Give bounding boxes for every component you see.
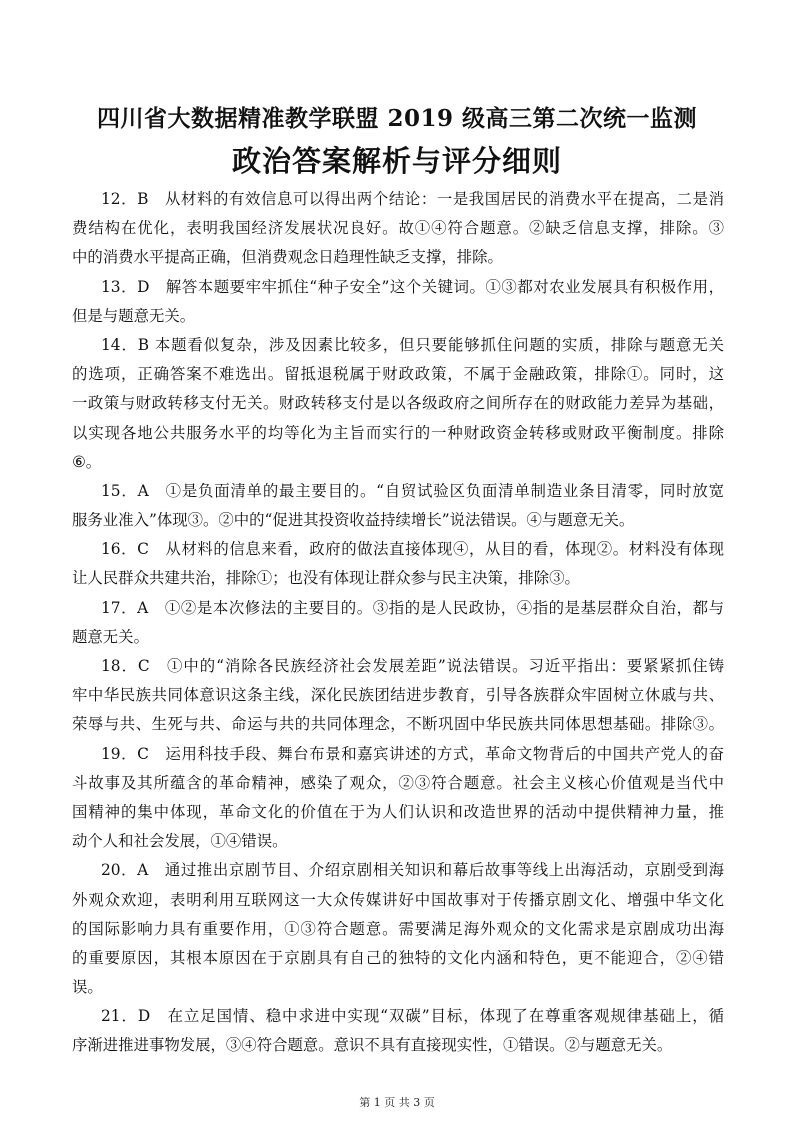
text-line: 12．B 从材料的有效信息可以得出两个结论：一是我国居民的消费水平在提高，二是消	[101, 190, 724, 208]
text-line: 动个人和社会发展，①④错误。	[72, 832, 288, 851]
text-line: 费结构在优化，表明我国经济发展状况良好。故①④符合题意。②缺乏信息支撑，排除。③	[72, 219, 724, 238]
text-line: 15．A ①是负面清单的最主要目的。“自贸试验区负面清单制造业条目清零，同时放宽	[101, 481, 724, 500]
document-subtitle: 政治答案解析与评分细则	[231, 144, 562, 178]
text-line: 16．C 从材料的信息来看，政府的做法直接体现④，从目的看，体现②。材料没有体现	[101, 540, 724, 559]
document-title: 四川省大数据精准教学联盟 2019 级高三第二次统一监测	[96, 105, 698, 132]
text-line: 的国际影响力具有重要作用，①③符合题意。需要满足海外观众的文化需求是京剧成功出海	[72, 919, 724, 938]
text-line: 题意无关。	[72, 627, 149, 646]
text-line: 服务业准入”体现③。②中的“促进其投资收益持续增长”说法错误。④与题意无关。	[72, 511, 635, 530]
answer-body	[72, 185, 724, 1061]
text-line: 斗故事及其所蕴含的革命精神，感染了观众，②③符合题意。社会主义核心价值观是当代中	[72, 773, 724, 792]
text-line: 20．A 通过推出京剧节目、介绍京剧相关知识和幕后故事等线上出海活动，京剧受到海	[101, 861, 724, 880]
text-line: 21．D 在立足国情、稳中求进中实现“双碳”目标，体现了在尊重客观规律基础上，循	[101, 1007, 724, 1026]
text-line: 的重要原因，其根本原因在于京剧具有自己的独特的文化内涵和特色，更不能迎合，②④错	[72, 948, 724, 967]
text-line: 的选项，正确答案不难选出。留抵退税属于财政政策，不属于金融政策，排除①。同时，这	[72, 365, 724, 384]
text-line: 序渐进推进事物发展，③④符合题意。意识不具有直接现实性，①错误。②与题意无关。	[72, 1036, 673, 1055]
text-line: 一政策与财政转移支付无关。财政转移支付是以各级政府之间所存在的财政能力差异为基础，	[72, 394, 724, 413]
text-line: 19．C 运用科技手段、舞台布景和嘉宾讲述的方式，革命文物背后的中国共产党人的奋	[101, 744, 724, 763]
text-line: 13．D 解答本题要牢牢抓住“种子安全”这个关键词。①③都对农业发展具有积极作用，	[101, 277, 724, 296]
text-line: 中的消费水平提高正确，但消费观念日趋理性缺乏支撑，排除。	[72, 248, 503, 267]
text-line: 国精神的集中体现，革命文化的价值在于为人们认识和改造世界的活动中提供精神力量，推	[72, 802, 724, 821]
text-line: 以实现各地公共服务水平的均等化为主旨而实行的一种财政资金转移或财政平衡制度。排除	[72, 423, 724, 442]
text-line: 让人民群众共建共治，排除①；也没有体现让群众参与民主决策，排除③。	[72, 569, 580, 588]
text-line: 外观众欢迎，表明利用互联网这一大众传媒讲好中国故事对于传播京剧文化、增强中华文化	[72, 890, 724, 909]
text-line: ⑥。	[72, 452, 102, 471]
text-line: 荣辱与共、生死与共、命运与共的共同体理念，不断巩固中华民族共同体思想基础。排除③。	[72, 715, 724, 734]
text-line: 17．A ①②是本次修法的主要目的。③指的是人民政协，④指的是基层群众自治，都与	[101, 598, 724, 617]
text-line: 但是与题意无关。	[72, 306, 196, 325]
text-line: 18．C ①中的“消除各民族经济社会发展差距”说法错误。习近平指出：要紧紧抓住铸	[101, 657, 724, 675]
text-line: 误。	[72, 978, 103, 997]
page-number: 第 1 页 共 3 页	[359, 1096, 435, 1109]
text-line: 14．B 本题看似复杂，涉及因素比较多，但只要能够抓住问题的实质，排除与题意无关	[101, 335, 724, 354]
text-line: 牢中华民族共同体意识这条主线，深化民族团结进步教育，引导各族群众牢固树立休戚与共、	[72, 686, 724, 705]
